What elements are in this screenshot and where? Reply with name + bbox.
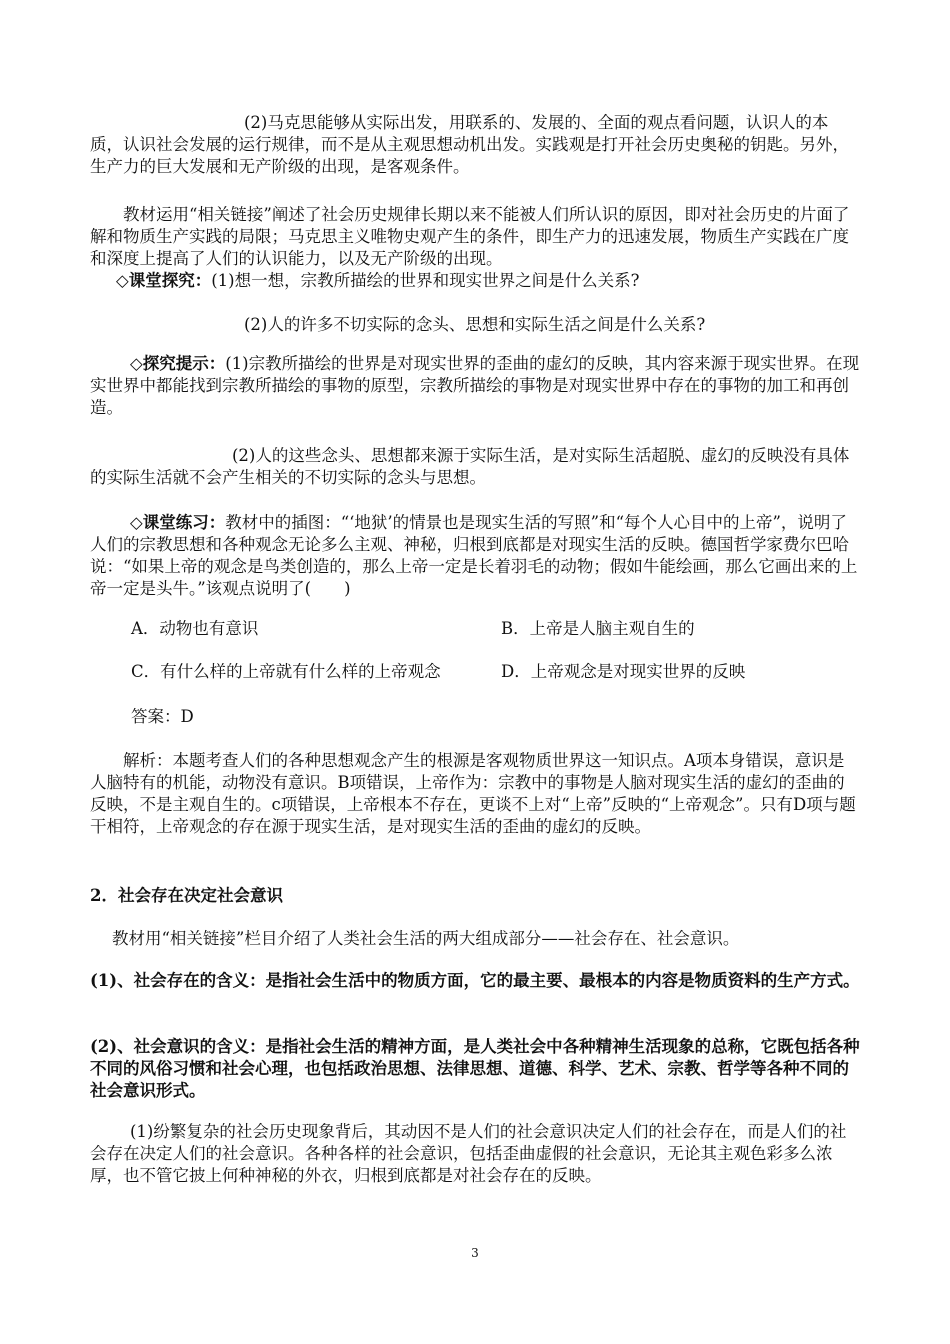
paragraph-social-existence: (1)纷繁复杂的社会历史现象背后，其动因不是人们的社会意识决定人们的社会存在，而是人们的社会存在决定人们的社会意识。各种各样的社会意识，包括歪曲虚假的社会意识，无论其主观色彩多么浓厚，也不管它披上何种神秘的外衣，归根到底都是对社会存在的反映。 <box>90 1122 847 1185</box>
explore-hint <box>90 353 860 419</box>
class-explore <box>116 270 876 292</box>
practice-label: ◇课堂练习： <box>130 513 226 532</box>
definition-social-existence: (1)、社会存在的含义：是指社会生活中的物质方面，它的最主要、最根本的内容是物质资料的生产方式。 <box>90 971 860 990</box>
option-a: A．动物也有意识 <box>131 619 259 638</box>
explore-question-2: (2)人的许多不切实际的念头、思想和实际生活之间是什么关系? <box>244 315 706 334</box>
hint-label: ◇探究提示： <box>130 354 226 373</box>
practice-text: 教材中的插图：“‘地狱’的情景也是现实生活的写照”和“每个人心目中的上帝”，说明了人们的宗教思想和各种观念无论多么主观、神秘，归根到底都是对现实生活的反映。德国哲学家费尔巴哈说：“如果上帝的观念是鸟类创造的，那么上帝一定是长着羽毛的动物；假如牛能绘画，那么它画出来的上帝一定是头牛。”该观点说明了( ) <box>90 513 858 598</box>
analysis: 解析：本题考查人们的各种思想观念产生的根源是客观物质世界这一知识点。A项本身错误，意识是人脑特有的机能，动物没有意识。B项错误，上帝作为：宗教中的事物是人脑对现实生活的虚幻的歪曲的反映，不是主观自生的。c项错误，上帝根本不存在，更谈不上对“上帝”反映的“上帝观念”。只有D项与题干相符，上帝观念的存在源于现实生活，是对现实生活的歪曲的虚幻的反映。 <box>90 751 856 836</box>
answer: 答案：D <box>131 707 194 726</box>
option-c: C．有什么样的上帝就有什么样的上帝观念 <box>131 662 441 681</box>
hint-2: (2)人的这些念头、思想都来源于实际生活，是对实际生活超脱、虚幻的反映没有具体的实际生活就不会产生相关的不切实际的念头与思想。 <box>90 446 850 487</box>
explore-question-1: (1)想一想，宗教所描绘的世界和现实世界之间是什么关系? <box>211 271 640 290</box>
paragraph-marx-practice: (2)马克思能够从实际出发，用联系的、发展的、全面的观点看问题，认识人的本质，认识社会发展的运行规律，而不是从主观思想动机出发。实践观是打开社会历史奥秘的钥匙。另外，生产力的巨大发展和无产阶级的出现，是客观条件。 <box>90 113 849 176</box>
section-intro: 教材用“相关链接”栏目介绍了人类社会生活的两大组成部分——社会存在、社会意识。 <box>112 929 740 948</box>
option-d: D．上帝观念是对现实世界的反映 <box>501 662 746 681</box>
definition-social-consciousness: (2)、社会意识的含义：是指社会生活的精神方面，是人类社会中各种精神生活现象的总称，它既包括各种不同的风俗习惯和社会心理，也包括政治思想、法律思想、道德、科学、艺术、宗教、哲学等各种不同的社会意识形式。 <box>90 1037 860 1100</box>
hint-1: (1)宗教所描绘的世界是对现实世界的歪曲的虚幻的反映，其内容来源于现实世界。在现实世界中都能找到宗教所描绘的事物的原型，宗教所描绘的事物是对现实世界中存在的事物的加工和再创造。 <box>90 354 860 417</box>
section-title: 2．社会存在决定社会意识 <box>90 886 283 905</box>
page-number: 3 <box>471 1246 479 1260</box>
option-b: B．上帝是人脑主观自生的 <box>501 619 695 638</box>
explore-label: ◇课堂探究： <box>116 271 212 290</box>
paragraph-related-link: 教材运用“相关链接”阐述了社会历史规律长期以来不能被人们所认识的原因，即对社会历史的片面了解和物质生产实践的局限；马克思主义唯物史观产生的条件，即生产力的迅速发展，物质生产实践在广度和深度上提高了人们的认识能力，以及无产阶级的出现。 <box>90 205 850 268</box>
class-practice <box>90 512 860 600</box>
